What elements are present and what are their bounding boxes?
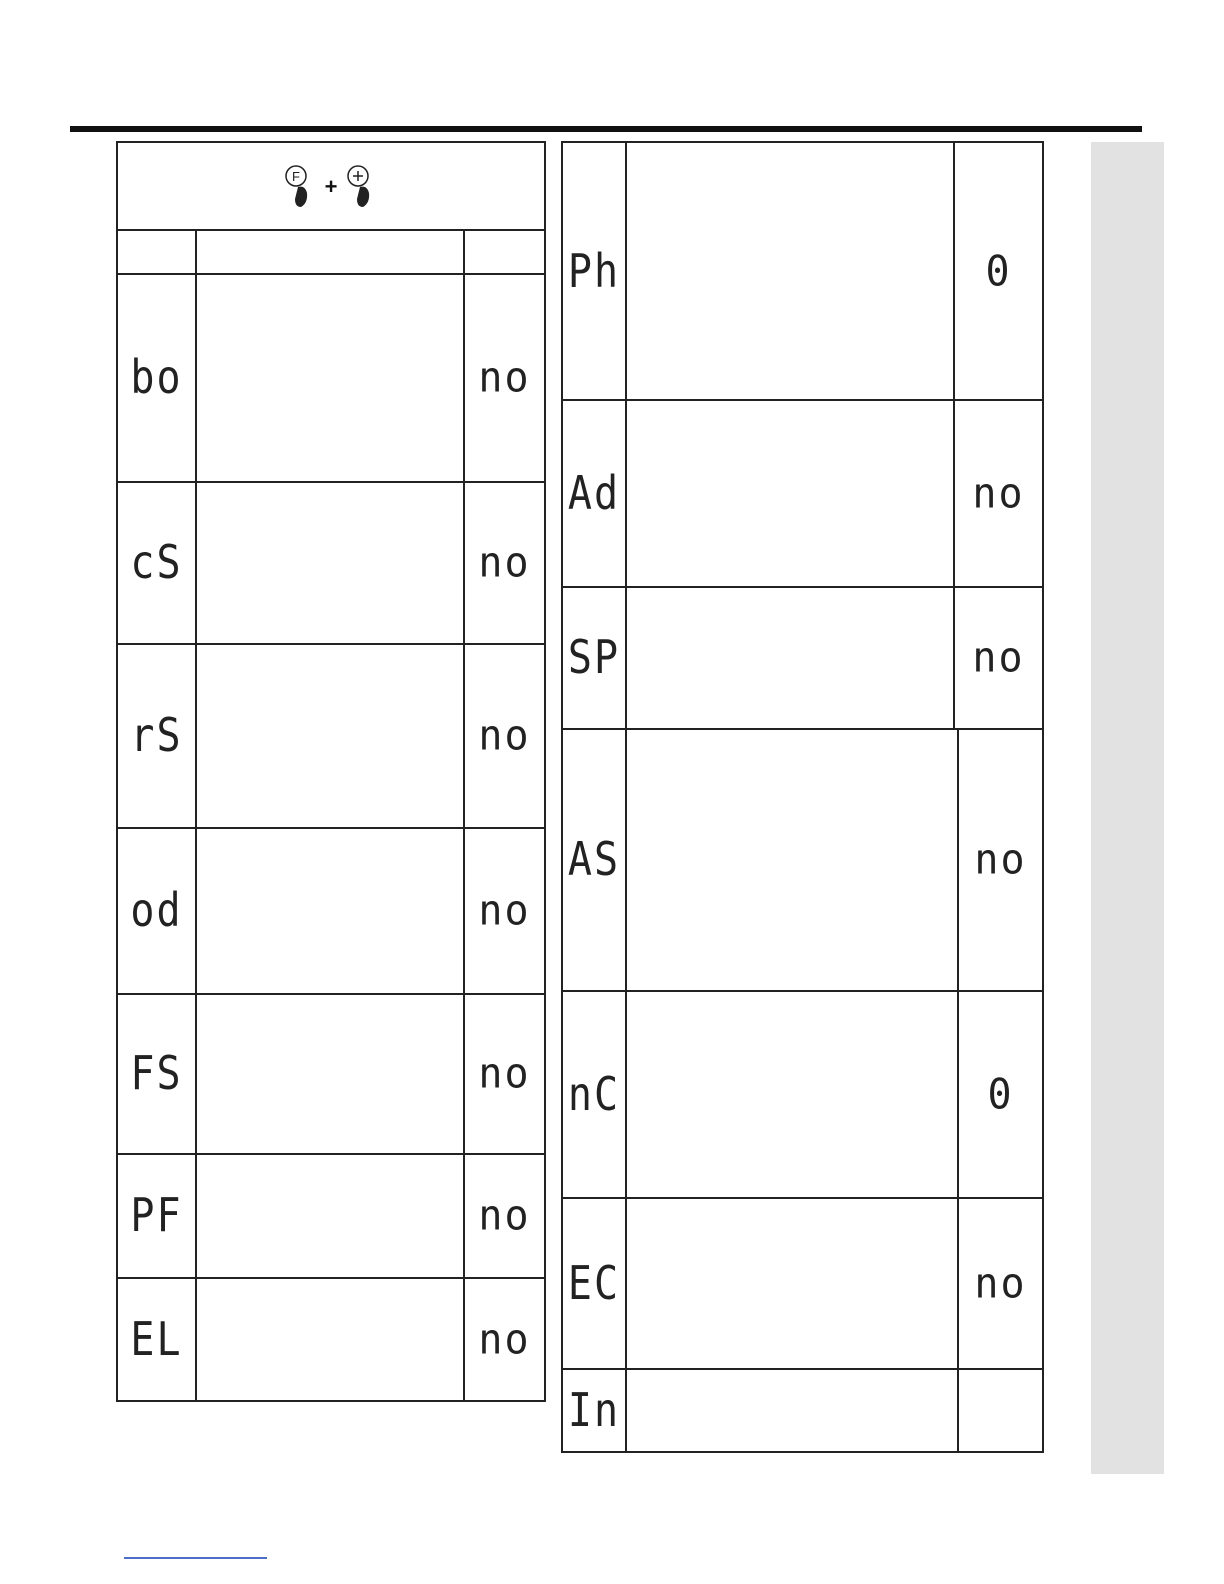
parameter-code: FS [130, 1047, 183, 1101]
parameter-description [197, 1279, 463, 1400]
parameter-description [627, 588, 953, 728]
parameter-code: AS [567, 833, 621, 887]
parameter-default: no [478, 886, 531, 936]
table-row [118, 481, 544, 643]
parameter-code: EL [130, 1313, 183, 1366]
parameter-description [627, 143, 953, 401]
table-row [563, 990, 1042, 1197]
parameter-code: PF [130, 1189, 183, 1243]
parameter-code: SP [567, 631, 621, 685]
finger-f-key-icon [283, 165, 317, 209]
parameter-description [627, 401, 953, 586]
parameter-default: no [478, 1315, 531, 1364]
parameter-default: no [478, 1049, 531, 1099]
table-row [118, 827, 544, 993]
parameter-code: od [130, 884, 183, 938]
parameter-code: Ad [567, 467, 621, 520]
parameter-default: no [478, 711, 531, 761]
finger-plus-key-icon [345, 165, 379, 209]
parameter-description [197, 829, 463, 993]
table-row [118, 643, 544, 827]
parameter-description [627, 730, 957, 990]
parameter-default: no [478, 1191, 531, 1241]
table-row [563, 1197, 1042, 1368]
table-row [563, 1368, 1042, 1451]
parameter-code: EC [567, 1257, 621, 1310]
table-row [118, 1153, 544, 1277]
table-row [563, 728, 1042, 990]
footer-link-underline [124, 1557, 267, 1559]
table-row [118, 1277, 544, 1400]
parameter-code: Ph [567, 245, 621, 299]
parameter-description [197, 995, 463, 1153]
table-row [563, 586, 1042, 728]
table-row [118, 273, 544, 481]
parameter-default: no [972, 469, 1025, 518]
parameter-code: bo [130, 351, 183, 405]
plus-sign: + [324, 174, 338, 199]
parameter-description [627, 1199, 957, 1368]
parameter-default: no [478, 353, 531, 403]
parameter-default: no [974, 1259, 1027, 1308]
svg-text:F: F [291, 169, 300, 184]
parameter-description [197, 1155, 463, 1277]
table-row [118, 993, 544, 1153]
parameter-code: nC [567, 1068, 621, 1121]
header-rule [70, 126, 1142, 132]
parameter-description [627, 1370, 957, 1451]
column-header-row [118, 229, 544, 273]
parameter-code: In [567, 1384, 621, 1437]
parameter-default: no [478, 538, 531, 588]
side-tab [1091, 142, 1164, 1474]
parameter-description [197, 275, 463, 481]
parameter-code: cS [130, 536, 183, 590]
parameter-default: no [974, 835, 1027, 885]
parameter-description [627, 992, 957, 1197]
key-combination-header [118, 143, 544, 231]
right-parameter-table [561, 141, 1044, 1453]
parameter-description [197, 645, 463, 827]
parameter-default: no [972, 633, 1025, 683]
table-row [563, 143, 1042, 401]
parameter-code: rS [130, 709, 183, 763]
parameter-default: 0 [987, 1070, 1014, 1119]
left-parameter-table [116, 141, 546, 1402]
table-row [563, 399, 1042, 586]
parameter-description [197, 483, 463, 643]
parameter-default: 0 [985, 247, 1012, 297]
